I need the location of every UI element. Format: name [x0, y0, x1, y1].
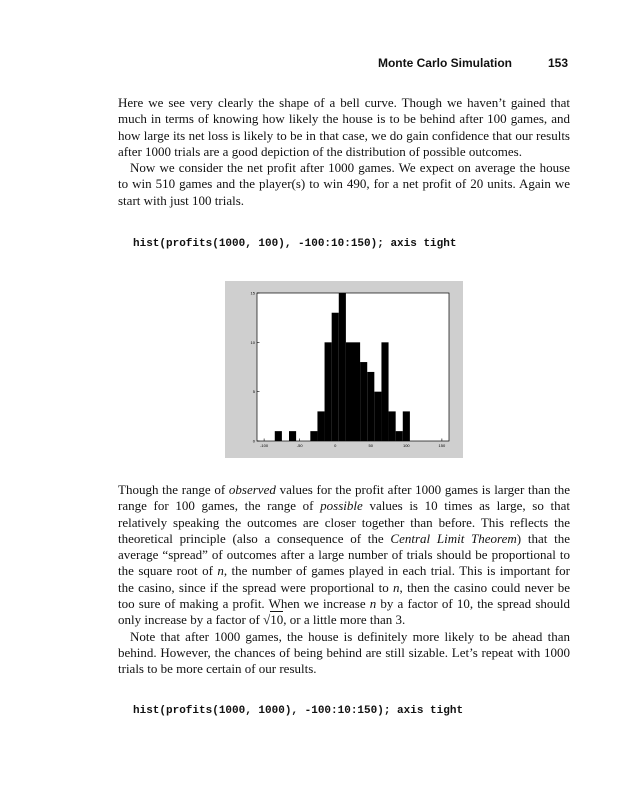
histogram-bar [360, 362, 367, 441]
p3-text-e: values is 10 times as large, so that relatively speaking the outcomes are closer together than before. This reflects the theoretical principle (also a consequence of the [118, 498, 570, 546]
paragraph-4: Note that after 1000 games, the house is definitely more likely to be ahead than behind. However, the chances of being behind are still sizable. Let’s repeat with 1000 trials to be more certain of our results. [118, 628, 570, 677]
x-tick-label: -100 [260, 443, 269, 448]
paragraph-2: Now we consider the net profit after 1000 games. We expect on average the house to win 510 games and the player(s) to win 490, for a net profit of 20 units. Again we start with just 100 trials. [118, 160, 570, 208]
text-block-top [118, 95, 570, 209]
histogram-bar [339, 293, 346, 441]
running-title: Monte Carlo Simulation [377, 56, 512, 70]
p3-emph-possible: possible [320, 498, 363, 514]
p3-text-a: Though the range of [118, 482, 229, 497]
sqrt-radicand: 10 [270, 612, 284, 628]
p3-text-k: , then the casino could never be too sure of making a profit. When we increase [118, 579, 571, 612]
y-tick-label: 10 [250, 339, 255, 345]
p3-emph-clt: Central Limit Theorem [390, 530, 517, 546]
histogram-bar [317, 411, 324, 441]
p3-text-m: by a factor of 10, the spread should only increase by a factor of [118, 596, 570, 628]
histogram-bar [403, 411, 410, 441]
sqrt-sign: √ [263, 612, 271, 628]
histogram-bar [374, 392, 381, 441]
histogram-bar [381, 342, 388, 441]
histogram-bar [310, 431, 317, 441]
code-line-2: hist(profits(1000, 1000), -100:10:150); axis tight [133, 705, 464, 717]
histogram-bar [346, 342, 353, 441]
x-tick-label: -50 [296, 443, 303, 448]
histogram-bar [396, 431, 403, 441]
p3-text-i: , the number of games played in each trial. This is important for the casino, since if the spread were proportional to [118, 563, 570, 595]
histogram-bar [353, 342, 360, 441]
histogram-bar [325, 342, 332, 441]
p3-emph-observed: observed [228, 482, 276, 497]
x-tick-label: 50 [368, 443, 374, 448]
paragraph-3 [118, 482, 570, 629]
paragraph-1: Here we see very clearly the shape of a bell curve. Though we haven’t gained that much in terms of knowing how likely the house is to be behind after 100 games, and how large its net loss is likely to be in that case, we do gain confidence that our results after 1000 trials are a good depiction of the distribution of possible outcomes. [118, 95, 570, 159]
y-tick-label: 5 [252, 389, 255, 395]
x-tick-label: 100 [402, 443, 410, 448]
histogram-figure [225, 281, 463, 458]
p3-var-n-1: n [217, 563, 224, 579]
y-tick-label: 0 [252, 438, 255, 444]
running-header [118, 56, 570, 74]
histogram-bar [332, 313, 339, 441]
histogram-bar [275, 431, 282, 441]
p3-text-c: values for the profit after 1000 games is larger than the range for 100 games, the range of [118, 482, 570, 514]
y-tick-label: 15 [250, 290, 255, 296]
page-number: 153 [547, 56, 568, 70]
p3-var-n-2: n [393, 579, 400, 595]
p3-text-p: , or a little more than 3. [283, 612, 406, 628]
histogram-bar [389, 411, 396, 441]
p3-var-n-3: n [369, 596, 377, 612]
text-block-bottom [118, 482, 570, 678]
x-tick-label: 0 [334, 443, 337, 448]
histogram-chart [225, 281, 463, 458]
p3-text-g: ) that the average “spread” of outcomes after a large number of trials should be proportional to the square root of [118, 530, 570, 579]
histogram-bar [289, 431, 296, 441]
histogram-bar [367, 372, 374, 441]
code-line-1: hist(profits(1000, 100), -100:10:150); axis tight [133, 238, 457, 250]
x-tick-label: 150 [438, 443, 446, 448]
